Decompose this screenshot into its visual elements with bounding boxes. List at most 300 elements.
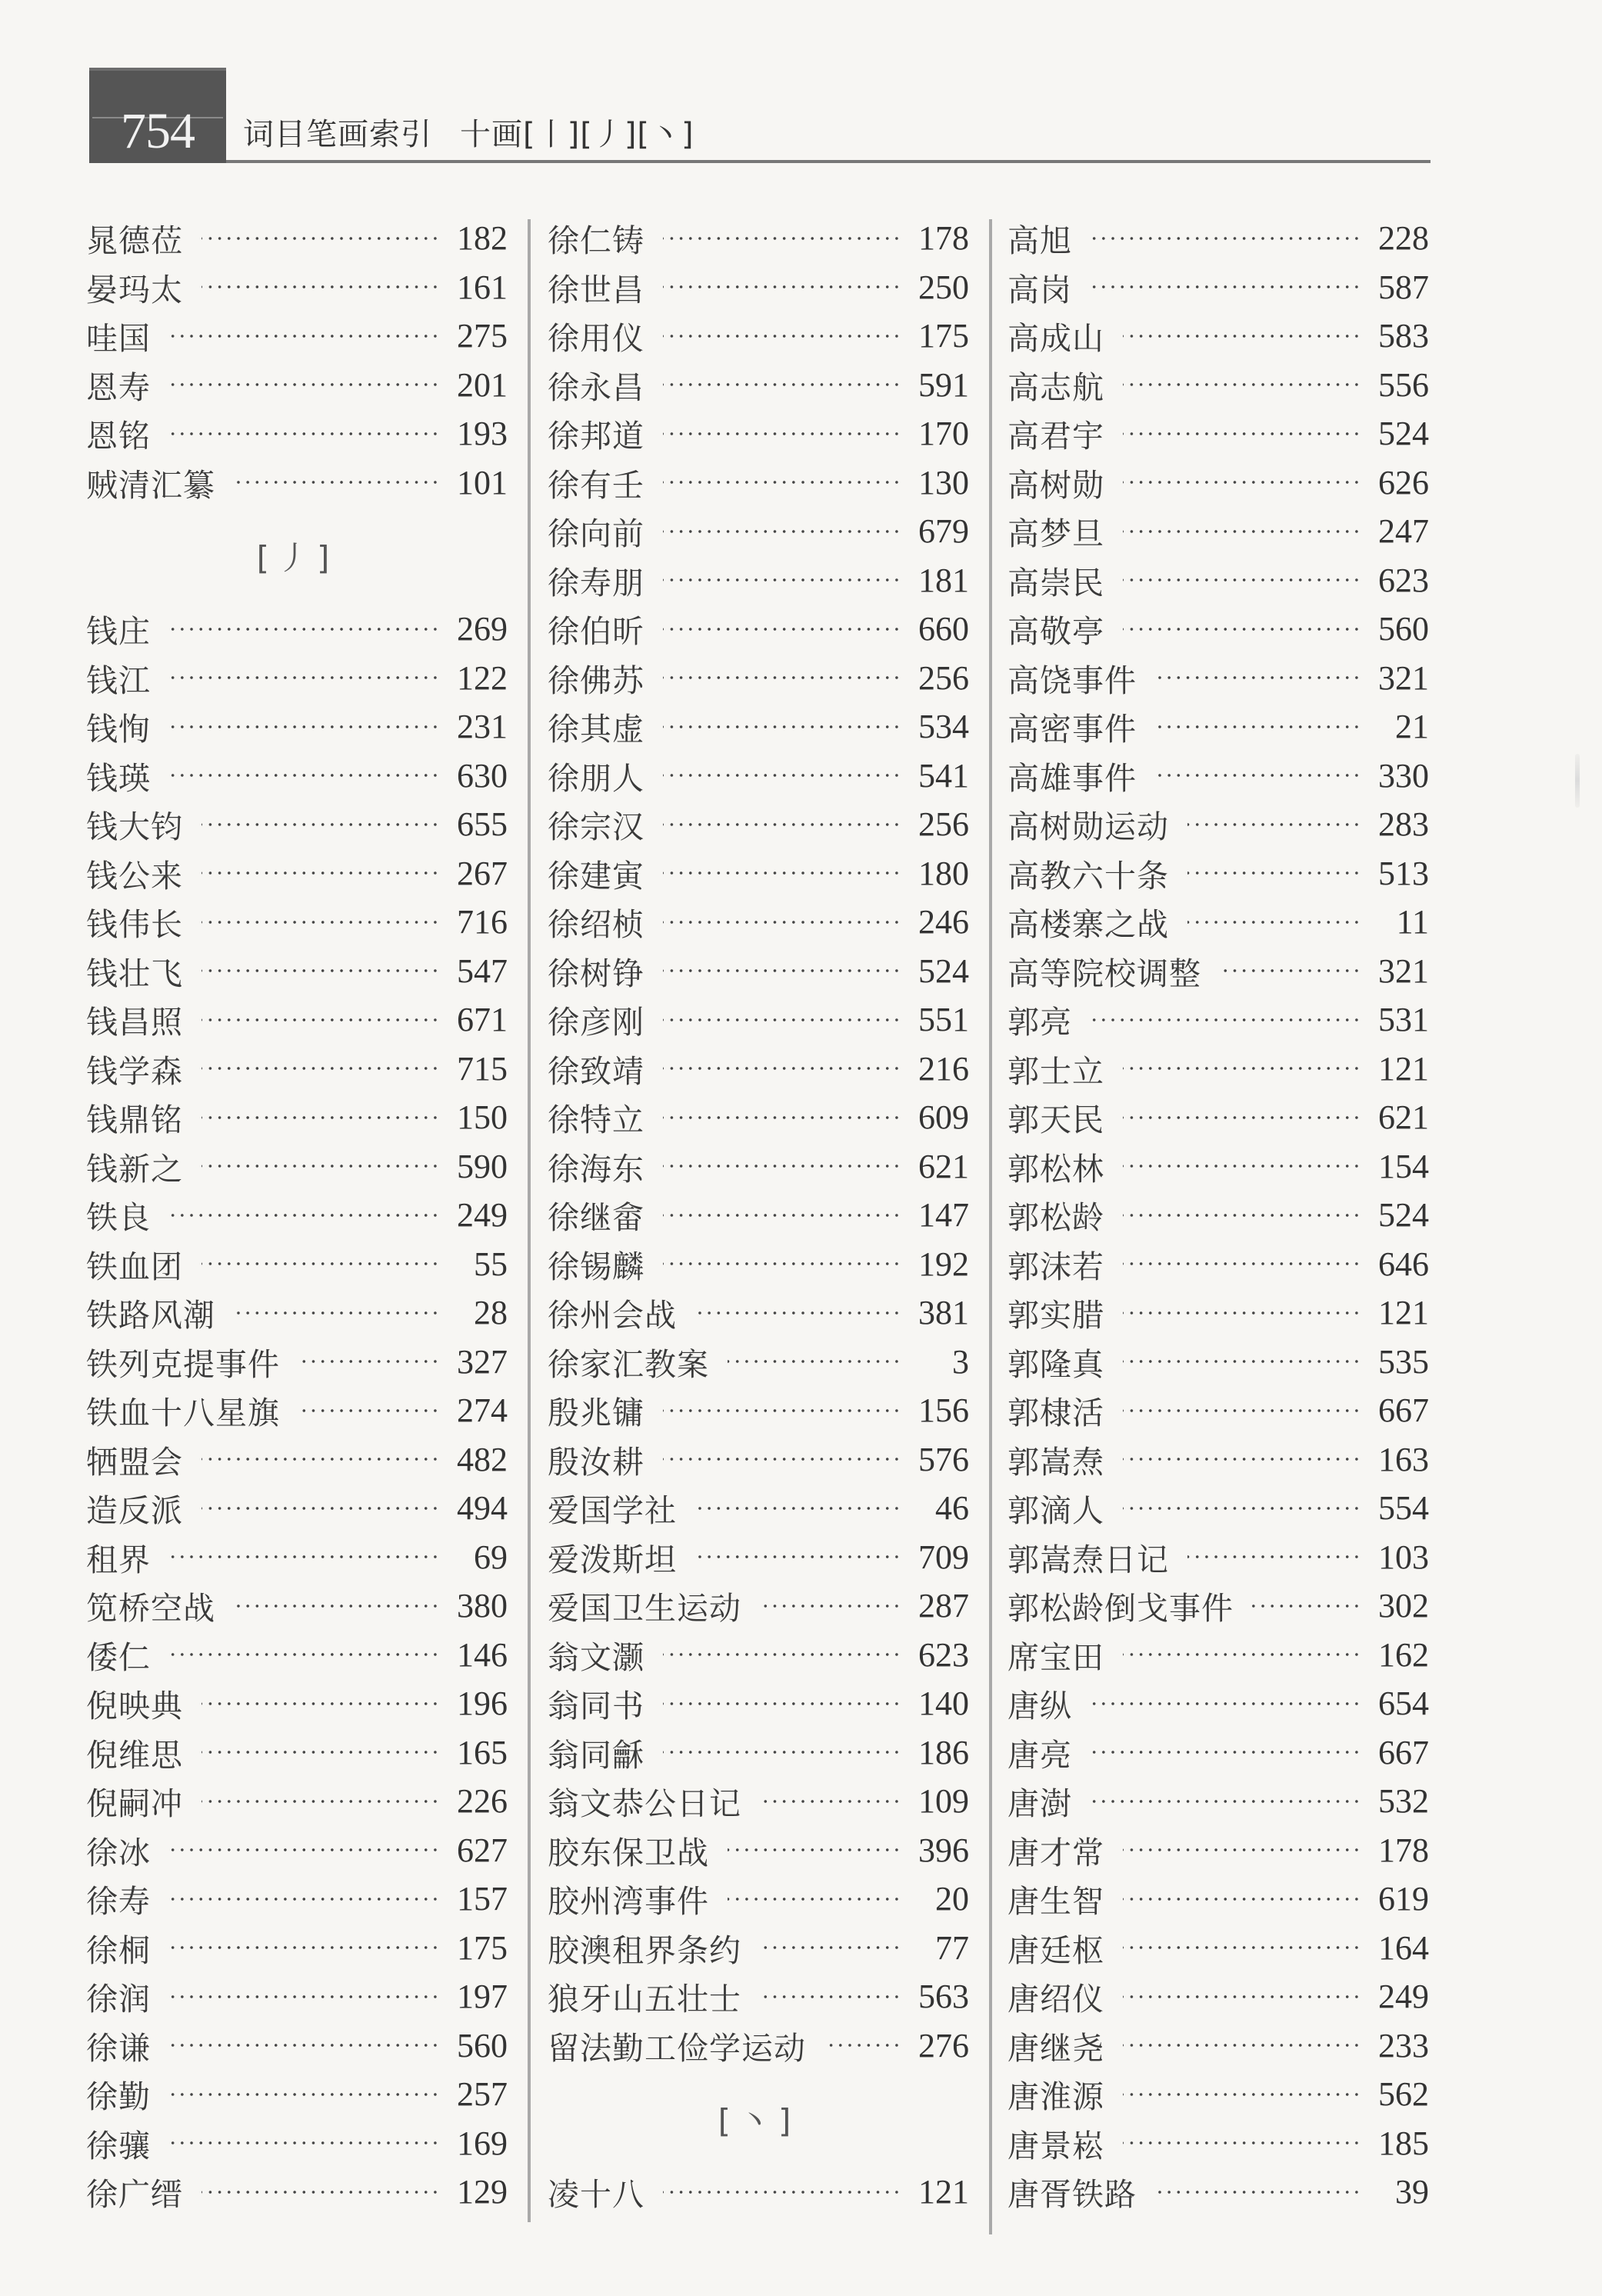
index-entry: [1007, 312, 1429, 361]
entry-term: 徐锡麟: [548, 1248, 644, 1285]
entry-term: 郭滴人: [1007, 1492, 1104, 1530]
index-entry: [548, 1093, 969, 1142]
entry-page-number: 147: [918, 1196, 969, 1235]
entry-term: 高教六十条: [1007, 857, 1169, 895]
dot-leader: [169, 335, 440, 338]
entry-term: 留法勤工俭学运动: [548, 2029, 806, 2067]
entry-term: 徐建寅: [548, 857, 644, 895]
entry-term: 高敬亭: [1007, 613, 1104, 651]
index-entry: [1007, 1874, 1429, 1924]
dot-leader: [201, 237, 440, 240]
entry-term: 唐淮源: [1007, 2078, 1104, 2116]
index-entry: [548, 947, 969, 996]
entry-page-number: 715: [457, 1049, 508, 1088]
dot-leader: [663, 1409, 901, 1412]
dot-leader: [1187, 823, 1361, 826]
entry-term: 钱公来: [86, 857, 183, 895]
entry-page-number: 21: [1395, 708, 1429, 746]
index-entry: [86, 214, 508, 263]
index-entry: [86, 1874, 508, 1924]
entry-page-number: 39: [1395, 2173, 1429, 2211]
dot-leader: [663, 1214, 901, 1217]
dot-leader: [1187, 921, 1361, 924]
entry-page-number: 321: [1378, 951, 1429, 990]
index-entry: [548, 898, 969, 947]
index-entry: [86, 1142, 508, 1191]
index-entry: [548, 1338, 969, 1387]
index-title: 词目笔画索引: [243, 117, 432, 152]
entry-page-number: 201: [457, 365, 508, 404]
index-entry: [86, 605, 508, 654]
entry-term: 唐澍: [1007, 1785, 1072, 1823]
dot-leader: [760, 1605, 901, 1608]
entry-term: 笕桥空战: [86, 1590, 215, 1628]
entry-page-number: 576: [918, 1440, 969, 1478]
entry-term: 钱瑛: [86, 759, 151, 797]
entry-page-number: 20: [935, 1880, 969, 1918]
entry-page-number: 621: [1378, 1098, 1429, 1137]
entry-page-number: 709: [918, 1538, 969, 1576]
index-entry: [1007, 556, 1429, 605]
entry-term: 徐树铮: [548, 955, 644, 992]
entry-page-number: 560: [1378, 610, 1429, 648]
index-entry: [548, 214, 969, 263]
index-entry: [86, 1777, 508, 1826]
entry-term: 唐继尧: [1007, 2029, 1104, 2067]
dot-leader: [728, 1848, 901, 1851]
entry-term: 徐润: [86, 1981, 151, 2018]
index-entry: [548, 1142, 969, 1191]
entry-page-number: 28: [474, 1294, 508, 1332]
entry-term: 唐亮: [1007, 1736, 1072, 1774]
entry-term: 唐生智: [1007, 1883, 1104, 1921]
entry-page-number: 233: [1378, 2026, 1429, 2064]
entry-term: 唐纵: [1007, 1688, 1072, 1725]
dot-leader: [1220, 969, 1361, 972]
dot-leader: [169, 1214, 440, 1217]
entry-term: 钱江: [86, 661, 151, 699]
entry-page-number: 494: [457, 1489, 508, 1528]
entry-page-number: 180: [918, 854, 969, 892]
index-entry: [1007, 1240, 1429, 1289]
index-entry: [548, 458, 969, 508]
dot-leader: [1123, 432, 1361, 435]
entry-page-number: 256: [918, 658, 969, 697]
dot-leader: [1123, 530, 1361, 533]
dot-leader: [169, 2141, 440, 2144]
entry-page-number: 169: [457, 2124, 508, 2162]
entry-page-number: 165: [457, 1733, 508, 1771]
dot-leader: [1187, 871, 1361, 875]
dot-leader: [201, 1702, 440, 1705]
index-entry: [548, 556, 969, 605]
entry-page-number: 667: [1378, 1391, 1429, 1430]
entry-term: 铁血十八星旗: [86, 1395, 280, 1432]
index-entry: [1007, 1924, 1429, 1973]
dot-leader: [201, 1800, 440, 1803]
entry-page-number: 150: [457, 1098, 508, 1137]
dot-leader: [1091, 285, 1361, 288]
entry-term: 倭仁: [86, 1638, 151, 1676]
entry-page-number: 163: [1378, 1440, 1429, 1478]
index-entry: [86, 409, 508, 458]
entry-term: 钱壮飞: [86, 955, 183, 992]
dot-leader: [663, 237, 901, 240]
index-entry: [86, 1826, 508, 1875]
dot-leader: [1091, 237, 1361, 240]
entry-page-number: 101: [457, 463, 508, 502]
dot-leader: [1123, 1507, 1361, 1510]
index-entry: [1007, 2168, 1429, 2217]
index-entry: [1007, 702, 1429, 751]
entry-page-number: 287: [918, 1587, 969, 1625]
index-entry: [548, 1581, 969, 1631]
dot-leader: [201, 1507, 440, 1510]
dot-leader: [1123, 1409, 1361, 1412]
index-entry: [1007, 1631, 1429, 1680]
index-entry: [548, 1972, 969, 2021]
entry-page-number: 583: [1378, 317, 1429, 355]
entry-term: 倪映典: [86, 1688, 183, 1725]
dot-leader: [663, 578, 901, 581]
entry-page-number: 560: [457, 2026, 508, 2064]
entry-page-number: 396: [918, 1831, 969, 1869]
entry-page-number: 381: [918, 1294, 969, 1332]
entry-term: 钱学森: [86, 1052, 183, 1090]
entry-page-number: 267: [457, 854, 508, 892]
index-entry: [1007, 849, 1429, 898]
entry-term: 租界: [86, 1541, 151, 1578]
entry-term: 郭亮: [1007, 1004, 1072, 1041]
dot-leader: [663, 2191, 901, 2194]
entry-term: 胶澳租界条约: [548, 1931, 741, 1969]
index-entry: [1007, 1533, 1429, 1582]
entry-page-number: 249: [1378, 1978, 1429, 2016]
dot-leader: [201, 969, 440, 972]
index-entry: [86, 800, 508, 849]
entry-page-number: 228: [1378, 219, 1429, 258]
dot-leader: [663, 1116, 901, 1119]
entry-page-number: 524: [1378, 1196, 1429, 1235]
index-entry: [548, 1288, 969, 1338]
dot-leader: [695, 1311, 901, 1315]
entry-term: 唐胥铁路: [1007, 2176, 1137, 2214]
index-entry: [548, 995, 969, 1045]
entry-term: 郭沫若: [1007, 1248, 1104, 1285]
index-entry: [548, 1386, 969, 1435]
entry-page-number: 11: [1396, 903, 1429, 941]
dot-leader: [169, 432, 440, 435]
dot-leader: [1155, 774, 1361, 777]
dot-leader: [169, 383, 440, 386]
index-entry: [86, 2021, 508, 2071]
dot-leader: [1091, 1702, 1361, 1705]
dot-leader: [1123, 1995, 1361, 1998]
entry-page-number: 246: [918, 903, 969, 941]
index-entry: [86, 1631, 508, 1680]
entry-page-number: 196: [457, 1685, 508, 1723]
entry-term: 铁路风潮: [86, 1297, 215, 1335]
entry-term: 钱鼎铭: [86, 1101, 183, 1139]
dot-leader: [1155, 725, 1361, 728]
entry-term: 翁文灏: [548, 1638, 644, 1676]
index-entry: [1007, 751, 1429, 801]
entry-page-number: 302: [1378, 1587, 1429, 1625]
dot-leader: [1155, 676, 1361, 679]
index-entry: [1007, 1679, 1429, 1728]
entry-page-number: 321: [1378, 658, 1429, 697]
entry-term: 高崇民: [1007, 564, 1104, 601]
dot-leader: [1123, 578, 1361, 581]
index-entry: [1007, 1826, 1429, 1875]
entry-page-number: 534: [918, 708, 969, 746]
index-entry: [548, 1777, 969, 1826]
header-rule: [226, 160, 1430, 163]
entry-term: 高饶事件: [1007, 661, 1137, 699]
dot-leader: [663, 969, 901, 972]
entry-page-number: 535: [1378, 1342, 1429, 1381]
index-entry: [548, 1874, 969, 1924]
index-entry: [86, 1679, 508, 1728]
entry-page-number: 250: [918, 268, 969, 306]
entry-term: 徐其虚: [548, 711, 644, 748]
dot-leader: [663, 1458, 901, 1461]
entry-page-number: 275: [457, 317, 508, 355]
entry-page-number: 524: [918, 951, 969, 990]
entry-term: 郭天民: [1007, 1101, 1104, 1139]
entry-term: 倪嗣冲: [86, 1785, 183, 1823]
entry-term: 造反派: [86, 1492, 183, 1530]
index-entry: [86, 2168, 508, 2217]
entry-page-number: 623: [1378, 561, 1429, 599]
index-entry: [1007, 1728, 1429, 1778]
entry-term: 徐朋人: [548, 759, 644, 797]
dot-leader: [1123, 1067, 1361, 1070]
dot-leader: [663, 432, 901, 435]
index-entry: [1007, 1288, 1429, 1338]
dot-leader: [1091, 1800, 1361, 1803]
index-entry: [86, 263, 508, 312]
entry-term: 徐彦刚: [548, 1004, 644, 1041]
index-entry: [86, 458, 508, 508]
entry-term: 高岗: [1007, 271, 1072, 308]
entry-page-number: 532: [1378, 1782, 1429, 1821]
entry-term: 铁良: [86, 1199, 151, 1237]
index-entry: [86, 1093, 508, 1142]
index-entry: [548, 1679, 969, 1728]
index-entry: [1007, 1093, 1429, 1142]
entry-page-number: 3: [952, 1342, 969, 1381]
entry-page-number: 109: [918, 1782, 969, 1821]
dot-leader: [663, 676, 901, 679]
entry-term: 徐仁铸: [548, 222, 644, 260]
entry-term: 徐骧: [86, 2127, 151, 2164]
entry-page-number: 69: [474, 1538, 508, 1576]
entry-page-number: 197: [457, 1978, 508, 2016]
index-entry: [86, 1972, 508, 2021]
entry-term: 高楼寨之战: [1007, 906, 1169, 944]
dot-leader: [663, 823, 901, 826]
dot-leader: [663, 383, 901, 386]
entry-term: 高密事件: [1007, 711, 1137, 748]
entry-term: 胶东保卫战: [548, 1834, 709, 1871]
entry-term: 狼牙山五壮士: [548, 1981, 741, 2018]
entry-page-number: 247: [1378, 512, 1429, 551]
index-entry: [1007, 1142, 1429, 1191]
dot-leader: [201, 1067, 440, 1070]
index-entry: [548, 2021, 969, 2071]
entry-page-number: 157: [457, 1880, 508, 1918]
entry-term: 爱国卫生运动: [548, 1590, 741, 1628]
entry-term: 郭棣活: [1007, 1395, 1104, 1432]
index-entry: [548, 654, 969, 703]
index-entry: [1007, 214, 1429, 263]
dot-leader: [824, 2044, 901, 2047]
index-entry: [86, 1288, 508, 1338]
entry-term: 钱新之: [86, 1150, 183, 1188]
dot-leader: [169, 774, 440, 777]
index-entry: [86, 1924, 508, 1973]
entry-page-number: 185: [1378, 2124, 1429, 2162]
dot-leader: [1123, 1946, 1361, 1949]
index-entry: [1007, 800, 1429, 849]
dot-leader: [201, 921, 440, 924]
entry-page-number: 182: [457, 219, 508, 258]
entry-page-number: 646: [1378, 1245, 1429, 1283]
entry-page-number: 249: [457, 1196, 508, 1235]
dot-leader: [169, 628, 440, 631]
index-entry: [548, 849, 969, 898]
stroke-section: 十画[丨][丿][丶]: [460, 117, 694, 152]
index-entry: [548, 2168, 969, 2217]
index-entry: [86, 702, 508, 751]
index-entry: [548, 751, 969, 801]
index-entry: [548, 1924, 969, 1973]
dot-leader: [663, 530, 901, 533]
index-column-3: [1007, 214, 1429, 2217]
index-entry: [1007, 2119, 1429, 2168]
dot-leader: [663, 335, 901, 338]
dot-leader: [169, 1995, 440, 1998]
index-entry: [86, 1581, 508, 1631]
dot-leader: [663, 1653, 901, 1656]
entry-term: 徐勤: [86, 2078, 151, 2116]
index-entry: [1007, 1338, 1429, 1387]
dot-leader: [298, 1360, 440, 1363]
dot-leader: [201, 1018, 440, 1021]
dot-leader: [298, 1409, 440, 1412]
entry-term: 徐致靖: [548, 1052, 644, 1090]
index-entry: [1007, 1581, 1429, 1631]
entry-term: 徐寿: [86, 1883, 151, 1921]
dot-leader: [1123, 1116, 1361, 1119]
dot-leader: [1123, 335, 1361, 338]
index-columns: [0, 214, 1602, 2260]
dot-leader: [728, 1360, 901, 1363]
dot-leader: [201, 285, 440, 288]
dot-leader: [201, 1751, 440, 1754]
index-entry: [548, 1191, 969, 1240]
dot-leader: [169, 1653, 440, 1656]
dot-leader: [1123, 2044, 1361, 2047]
entry-page-number: 186: [918, 1733, 969, 1771]
dot-leader: [663, 1067, 901, 1070]
entry-term: 徐寿朋: [548, 564, 644, 601]
dot-leader: [201, 1165, 440, 1168]
entry-page-number: 154: [1378, 1147, 1429, 1185]
entry-term: 郭嵩焘日记: [1007, 1541, 1169, 1578]
index-entry: [86, 361, 508, 410]
entry-term: 徐海东: [548, 1150, 644, 1188]
entry-page-number: 541: [918, 756, 969, 795]
entry-page-number: 257: [457, 2075, 508, 2114]
index-entry: [548, 1435, 969, 1485]
index-entry: [1007, 2021, 1429, 2071]
dot-leader: [1091, 1751, 1361, 1754]
entry-page-number: 667: [1378, 1733, 1429, 1771]
dot-leader: [1123, 1458, 1361, 1461]
page-number-box: [89, 68, 226, 163]
index-entry: [548, 1045, 969, 1094]
dot-leader: [234, 481, 440, 484]
entry-term: 高志航: [1007, 368, 1104, 406]
entry-term: 铁血团: [86, 1248, 183, 1285]
entry-term: 晏玛太: [86, 271, 183, 308]
dot-leader: [1123, 1653, 1361, 1656]
entry-term: 钱庄: [86, 613, 151, 651]
dot-leader: [201, 1262, 440, 1265]
entry-term: 殷兆镛: [548, 1395, 644, 1432]
entry-term: 郭士立: [1007, 1052, 1104, 1090]
entry-page-number: 380: [457, 1587, 508, 1625]
index-entry: [548, 1826, 969, 1875]
entry-term: 钱伟长: [86, 906, 183, 944]
dot-leader: [1123, 481, 1361, 484]
running-title: [243, 110, 694, 154]
dot-leader: [1091, 1018, 1361, 1021]
entry-term: 钱大钧: [86, 808, 183, 846]
entry-term: 徐桐: [86, 1931, 151, 1969]
entry-page-number: 121: [918, 2173, 969, 2211]
entry-term: 郭松龄倒戈事件: [1007, 1590, 1234, 1628]
index-entry: [86, 1435, 508, 1485]
entry-page-number: 587: [1378, 268, 1429, 306]
entry-term: 恩寿: [86, 368, 151, 406]
entry-page-number: 55: [474, 1245, 508, 1283]
index-entry: [86, 1045, 508, 1094]
index-entry: [1007, 2070, 1429, 2119]
dot-leader: [663, 628, 901, 631]
entry-page-number: 327: [457, 1342, 508, 1381]
index-entry: [86, 1191, 508, 1240]
entry-page-number: 256: [918, 805, 969, 844]
entry-term: 高等院校调整: [1007, 955, 1201, 992]
entry-page-number: 269: [457, 610, 508, 648]
entry-page-number: 140: [918, 1685, 969, 1723]
entry-page-number: 130: [918, 463, 969, 502]
dot-leader: [1123, 1360, 1361, 1363]
dot-leader: [201, 1116, 440, 1119]
entry-term: 徐继畲: [548, 1199, 644, 1237]
dot-leader: [169, 725, 440, 728]
index-entry: [1007, 263, 1429, 312]
index-entry: [1007, 898, 1429, 947]
index-entry: [1007, 1435, 1429, 1485]
index-entry: [86, 312, 508, 361]
index-entry: [1007, 605, 1429, 654]
index-entry: [1007, 1191, 1429, 1240]
entry-page-number: 563: [918, 1978, 969, 2016]
